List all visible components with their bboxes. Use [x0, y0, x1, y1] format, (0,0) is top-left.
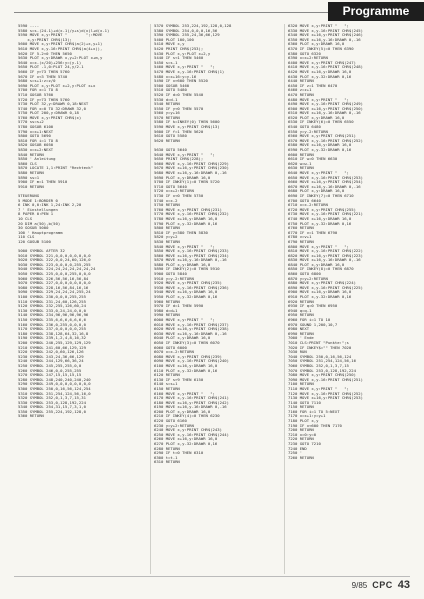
listing-line: 5890 ss=1	[18, 174, 40, 180]
listing-line: 5480 x=x+16:y=y-16	[154, 73, 197, 79]
listing-line: 5140 SYMBOL 234,96,96,96,96,96	[18, 312, 89, 318]
listing-line: 6030 MOVE x+16,y-16:DRAWR 0,-16	[154, 330, 227, 336]
listing-line: 6460 z=z+1	[288, 87, 312, 93]
listing-line: 5760 MOVE x,y:PRINT CHR$(231)	[154, 206, 222, 212]
listing-line: 7120 MOVE x,y-16:PRINT CHR$(252)	[288, 390, 363, 396]
listing-line: 5900 GOTO 5840	[154, 271, 187, 277]
listing-line: 7 ' Einstellungen	[18, 206, 58, 212]
listing-line: 6200 PLOT x,y:DRAWR 16,0	[154, 408, 211, 414]
listing-line: 6 INK 0,0:INK 1,24:INK 2,20	[18, 202, 82, 208]
listing-line: 5370 SYMBOL 253,224,192,128,0,128	[154, 24, 232, 28]
listing-line: 6430 PLOT x,y-32:DRAWR 0,16	[288, 73, 352, 79]
listing-line: 6500 MOVE x+16,y:PRINT CHR$(250)	[288, 105, 363, 111]
listing-line: 6480 MOVE x,y:PRINT " ";	[288, 96, 349, 102]
listing-line: 5570 RETURN	[154, 114, 180, 120]
listing-line: 5580 s=s-(24-1)+d(x-1)/y+s)d(x)l+d(x-1)	[18, 27, 110, 33]
listing-line: 5520 IF d=0 THEN 5540	[154, 91, 204, 97]
listing-line: 6520 PLOT x,y:DRAWR 16,0	[288, 114, 345, 120]
listing-line: 5790 PLOT x,y-32:DRAWR 0,16	[154, 220, 218, 226]
listing-line: 6380 GOTO 6320	[288, 50, 321, 56]
listing-line: 5260 SYMBOL 246,0,0,255,255	[18, 367, 82, 373]
listing-line: x,y:PRINT CHR$(13);	[18, 36, 72, 42]
listing-line: 6700 GOTO 6640	[288, 197, 321, 203]
listing-line: 5530 d=d-1	[154, 96, 178, 102]
listing-line: 5930 MOVE x,y-16:PRINT CHR$(236)	[154, 284, 229, 290]
listing-line: 5500 GOSUB 5460	[154, 82, 190, 88]
listing-line: 6140 s=s+1	[154, 381, 178, 387]
listing-line: 5310 SYMBOL 251,254,124,56,16,0	[18, 390, 91, 396]
listing-line: 5940 MOVE x+16,y:DRAWR 16,0	[154, 289, 218, 295]
listing-line: 6110 PLOT x,y-32:DRAWR 0,16	[154, 367, 218, 373]
listing-line: 5630 GOTO 5640	[154, 147, 187, 153]
listing-line: 5860 CLS	[18, 160, 37, 166]
listing-line: 5250 SYMBOL 245,255,255,0,0	[18, 362, 82, 368]
listing-line: 6970 SOUND 1,200,10,7	[288, 321, 338, 327]
listing-line: 6320 MOVE x,y:PRINT " ";	[288, 24, 349, 28]
listing-line: 7170 x=x+1:y=y+1	[288, 413, 326, 419]
magazine-name: CPC	[372, 580, 393, 590]
listing-line: 6790 RETURN	[288, 238, 314, 244]
listing-line: 5810 FOR i=1 TO 8	[18, 137, 58, 143]
listing-line: 5720 IF y>73 THEN 5760	[18, 96, 70, 102]
listing-line: 5380 SYMBOL 254,0,0,0,16,56	[154, 27, 218, 33]
listing-line: 5790 x=x+1:NEXT	[18, 128, 54, 134]
listing-line: 5240 SYMBOL 244,129,66,36,24	[18, 358, 84, 364]
listing-line: 5190 SYMBOL 239,1,2,4,8,16,32	[18, 335, 86, 341]
listing-line: 5360 RETURN	[18, 413, 44, 419]
listing-line: 6820 MOVE x+16,y:PRINT CHR$(223)	[288, 252, 363, 258]
listing-line: 6770 IF v=1 THEN 6790	[288, 229, 338, 235]
listing-line: 5600 MOVE x,y:PRINT CHR$(a(2)+x,y+1)	[18, 41, 103, 47]
listing-line: 6680 PLOT x,y:DRAWR 16,0	[288, 188, 345, 194]
listing-line: 5700 IF INKEY(1)=0 THEN 5720	[154, 179, 220, 185]
issue-date: 9/85	[351, 581, 368, 590]
listing-line: 5740 FOR x=0 TO 32:DRAWR 32,0	[18, 105, 86, 111]
listing-line: 5700 FOR x=1 TO 8	[18, 87, 58, 93]
listing-line: 6730 MOVE x,y-16:PRINT CHR$(221)	[288, 211, 363, 217]
listing-line: 5440 IF s<1 THEN 5460	[154, 55, 204, 61]
page-footer	[352, 579, 410, 593]
listing-line: 110 CLS	[18, 234, 35, 240]
listing-line: 6560 MOVE x,y:PRINT CHR$(251)	[288, 133, 356, 139]
listing-line: 6000 MOVE x,y:PRINT " ";	[154, 317, 215, 322]
listing-line: 5540 RETURN	[154, 101, 180, 107]
listing-line: 5340 SYMBOL 254,31,15,7,3,1,0	[18, 404, 86, 410]
listing-line: 6570 MOVE x,y-16:PRINT CHR$(252)	[288, 137, 363, 143]
listing-line: 5330 SYMBOL 253,0,128,192,224	[18, 399, 86, 405]
listing-line: 5950 PLOT x,y-32:DRAWR 0,16	[154, 294, 218, 300]
listing-line: 7240 END	[288, 445, 307, 451]
listing-line: 5760 MOVE x,y:PRINT CHR$(x)	[18, 114, 82, 120]
listing-line: 6130 IF s>9 THEN 6150	[154, 376, 204, 382]
listing-line: 6510 MOVE x+16,y-16:DRAWR 0,-16	[288, 110, 361, 116]
listing-line: 5670 IF x<3 THEN 5740	[18, 73, 68, 79]
listing-line: 6760 RETURN	[288, 225, 314, 231]
listing-line: 5910 y=y-2:RETURN	[154, 275, 194, 281]
listing-line: 5710 GOSUB 5760	[18, 91, 54, 97]
listing-line: 6190 MOVE x+16,y-16:DRAWR 0,-16	[154, 404, 227, 410]
listing-line: 5450 s=s-1	[154, 59, 178, 65]
listing-column-1	[18, 24, 148, 574]
listing-line: 6090 MOVE x,y-16:PRINT CHR$(240)	[154, 358, 229, 364]
listing-line: 6070 x=x-2:RETURN	[154, 349, 194, 355]
listing-line: 5850 ' Anleitung	[18, 156, 56, 162]
listing-line: 5740 x=x-2	[154, 197, 178, 203]
listing-line: 6240 MOVE x,y:PRINT CHR$(243)	[154, 427, 222, 433]
listing-line: 6400 MOVE x,y:PRINT CHR$(247)	[288, 59, 356, 65]
listing-line: 6290 IF t=0 THEN 6310	[154, 450, 204, 456]
listing-line: 5910 RETURN	[18, 183, 44, 189]
listing-line: 6050 IF INKEY(3)=0 THEN 6070	[154, 339, 220, 345]
listing-line: 6670 MOVE x+16,y-16:DRAWR 0,-16	[288, 183, 361, 189]
listing-line: 30 GOSUB 5000	[18, 225, 49, 231]
listing-line: 5600 IF f=1 THEN 5620	[154, 128, 204, 134]
listing-line: 6540 GOTO 6480	[288, 124, 321, 130]
listing-line: 5170 SYMBOL 237,0,0,0,0,0,255	[18, 326, 86, 332]
listing-line: 5100 SYMBOL 230,0,0,0,255,255	[18, 294, 86, 300]
listing-line: 6180 MOVE x+16,y:PRINT CHR$(242)	[154, 399, 229, 405]
listing-line: 5840 RETURN	[18, 151, 44, 157]
listing-line: 5410 MOVE x,y	[154, 41, 185, 47]
listing-line: 5110 SYMBOL 231,24,60,126,255	[18, 298, 86, 304]
listing-line: 7140 GOTO 7110	[288, 399, 321, 405]
listing-line: 6850 IF INKEY(8)=0 THEN 6870	[288, 266, 354, 272]
listing-line: 5550 IF y<0 THEN 5570	[154, 105, 204, 111]
listing-line: 6620 w=w-1	[288, 160, 312, 166]
listing-line: 6940 q=q-1	[288, 307, 312, 313]
listing-line: 7010 CLS:PRINT "Punkte:";s	[288, 339, 349, 345]
listing-line: 5060 SYMBOL 226,56,56,16,56,84	[18, 275, 89, 281]
listing-line: 5810 IF y>380 THEN 5830	[154, 229, 208, 235]
listing-line: 6750 PLOT x,y-32:DRAWR 0,16	[288, 220, 352, 226]
listing-line: 7090 MOVE x,y-16:PRINT CHR$(251)	[288, 376, 363, 382]
page-header	[0, 0, 424, 22]
listing-line: 7130 MOVE x+16,y:PRINT CHR$(253)	[288, 395, 363, 401]
listing-line: 5870 LOCATE 1,1:PRINT "Rechteck"	[18, 165, 93, 171]
listing-line: 5160 SYMBOL 236,0,255,0,0,0,0	[18, 321, 86, 327]
listing-line: 5510 GOTO 5480	[154, 87, 187, 93]
listing-line: 5290 SYMBOL 249,0,0,0,0,0,0,0,0	[18, 381, 91, 387]
listing-line: 7070 SYMBOL 253,0,128,192,224	[288, 367, 356, 373]
listing-line: 7190 IF x<600 THEN 7170	[288, 422, 342, 428]
listing-line: 6590 PLOT x,y-32:DRAWR 0,16	[288, 147, 352, 153]
listing-line: 5770 ss=s+2	[18, 119, 44, 125]
listing-line: 5040 SYMBOL 224,24,24,24,24,24,24	[18, 266, 96, 272]
listing-line: 6040 PLOT x,y:DRAWR 16,0	[154, 335, 211, 341]
listing-line: 5050 SYMBOL 225,0,0,0,255,0,0,0	[18, 271, 91, 277]
listing-line: 5TEUERUNG	[18, 192, 40, 198]
listing-line: 7230 GOTO 7210	[288, 441, 321, 447]
listing-line: 5420 PRINT CHR$(253);	[154, 45, 204, 51]
listing-line: 6420 MOVE x+16,y:DRAWR 16,0	[288, 68, 352, 74]
listing-line: 5800 GOTO 5690	[18, 133, 51, 139]
listing-line: 5780 GOSUB 6100	[18, 124, 54, 130]
listing-line: 5010 SYMBOL 221,0,0,0,0,0,0,0,0	[18, 252, 91, 258]
listing-line: 6890 MOVE x,y-16:PRINT CHR$(225)	[288, 284, 363, 290]
listing-line: 7000 ' Ende	[288, 335, 314, 341]
listing-line: 6370 IF INKEY(5)=0 THEN 6390	[288, 45, 354, 51]
listing-line: 5650 PLOT -1,0:PLOT 24,y/2-1	[18, 64, 84, 70]
listing-line: 8 PAPER 0:PEN 1	[18, 211, 54, 217]
listing-line: 5560 y=y+16	[154, 110, 180, 116]
footer-rule	[14, 576, 410, 577]
listing-line: 6870 y=y+2:RETURN	[288, 275, 328, 281]
listing-line: 5220 SYMBOL 242,0,60,126,126	[18, 349, 84, 355]
listing-line: 5980 d=d+1	[154, 307, 178, 313]
listing-line: 100 ' Hauptprogramm	[18, 229, 63, 235]
listing-line: 6230 y=y+2:RETURN	[154, 422, 194, 428]
listing-line: 7260 RETURN	[288, 454, 314, 460]
listing-line: 6060 GOTO 6000	[154, 344, 187, 350]
listing-line: 6270 PLOT x,y-32:DRAWR 0,16	[154, 441, 218, 447]
listing-line: 6780 v=v+1	[288, 234, 312, 240]
listing-line: 6280 RETURN	[154, 445, 180, 451]
listing-line: 20 DIM a(50),b(50)	[18, 220, 61, 226]
listing-line: 5610 MOVE x,y-16:PRINT CHR$(a(4+x)),	[18, 45, 103, 51]
listing-line: 5390 SYMBOL 255,24,36,66,129	[154, 32, 220, 38]
listing-line: 6950 RETURN	[288, 312, 314, 318]
listing-line: 6930 IF q=0 THEN 6950	[288, 303, 338, 309]
listing-line: 6010 MOVE x,y-16:PRINT CHR$(237)	[154, 321, 229, 327]
listing-line: 6830 MOVE x+16,y-16:DRAWR 0,-16	[288, 257, 361, 263]
listing-line: 6160 MOVE x,y:PRINT " ";	[154, 390, 215, 396]
listing-line: 6630 RETURN	[288, 165, 314, 171]
listing-line: 5970 IF d=1 THEN 5990	[154, 303, 204, 309]
listing-column-3	[284, 24, 413, 574]
listing-line: 5690 PLOT x,y:PLOT x+2,y:PLOT x+x	[18, 82, 96, 88]
listing-line: 5590 MOVE x,y:PRINT CHR$(13)	[154, 124, 220, 130]
listing-line: 6310 RETURN	[154, 459, 180, 465]
listing-line: 6640 MOVE x,y:PRINT " ";	[288, 170, 349, 175]
listing-line: 5020 SYMBOL 222,0,0,24,60,126,0	[18, 257, 91, 263]
listing-line: 5720 x=x+2:RETURN	[154, 188, 194, 194]
listing-line: 5 MODE 1:BORDER 0	[18, 197, 58, 203]
listing-line: 5770 MOVE x,y-16:PRINT CHR$(232)	[154, 211, 229, 217]
listing-line: 5870 MOVE x+16,y-16:DRAWR 0,-16	[154, 257, 227, 263]
listing-line: 6170 MOVE x,y-16:PRINT CHR$(241)	[154, 395, 229, 401]
listing-line: 5730 IF x<0 THEN 5750	[154, 192, 204, 198]
listing-line: 5590 MOVE x,y:PRINT " ";:MOVE	[18, 32, 103, 38]
listing-line: 7030 RUN	[288, 349, 307, 355]
listing-line: 7110 MOVE x,y:PRINT " ";	[288, 385, 349, 391]
listing-line: 7080 MOVE x,y:PRINT CHR$(250)	[288, 372, 356, 378]
listing-line: 6470 RETURN	[288, 91, 314, 97]
listing-line: 6220 GOTO 6160	[154, 418, 187, 424]
listing-line: 5640 x=x-(x/20)+256:y=(y-1)	[18, 59, 82, 65]
listing-line: 5030 SYMBOL 223,0,0,0,0,255,255	[18, 261, 91, 267]
listing-line: 6350 MOVE x+16,y-16:DRAWR 0,-16	[288, 36, 361, 42]
listing-line: 5640 MOVE x,y:PRINT " ";	[154, 151, 215, 157]
listing-line: 7100 RETURN	[288, 381, 314, 387]
listing-line: 5270 SYMBOL 247,15,15,15,15	[18, 372, 82, 378]
listing-line: 5880 RETURN	[18, 170, 44, 175]
listing-line: 5730 PLOT 32,y:DRAWR 0,18:NEXT	[18, 101, 89, 107]
listing-line: 5150 SYMBOL 235,6,6,6,6,6,6,6	[18, 317, 86, 322]
listing-line: 5490 IF x>600 THEN 5520	[154, 78, 208, 84]
listing-line: 5900 IF m=1 THEN 5910	[18, 179, 68, 185]
listing-line: 6600 RETURN	[288, 151, 314, 157]
listing-line: 7220 RETURN	[288, 436, 314, 442]
listing-line: 6330 MOVE x,y-16:PRINT CHR$(245)	[288, 27, 363, 33]
listing-line: 5820 GOSUB 6050	[18, 142, 54, 148]
listing-line: 7250 '	[288, 450, 305, 456]
listing-line: 6440 RETURN	[288, 78, 314, 84]
listing-column-2	[150, 24, 282, 574]
listing-line: 6720 MOVE x,y:PRINT CHR$(255)	[288, 206, 356, 212]
listing-line: 120 GOSUB 5100	[18, 238, 51, 244]
listing-line: 5470 MOVE x,y-16:PRINT CHR$(1)	[154, 68, 225, 74]
listing-line: 6920 RETURN	[288, 298, 314, 304]
listing-line: 6100 MOVE x+16,y:DRAWR 16,0	[154, 362, 218, 368]
listing-line: 5320 SYMBOL 252,0,1,3,7,15,31	[18, 395, 86, 401]
section-title: Programme	[328, 2, 424, 21]
listing-line: 6340 MOVE x+16,y:PRINT CHR$(246)	[288, 32, 363, 38]
listing-line: 5830 RETURN	[154, 238, 180, 244]
listing-line: 5400 PLOT 100,100	[154, 36, 194, 42]
listing-line: 6300 t=t-1	[154, 454, 178, 460]
listing-line: 7060 SYMBOL 252,0,1,3,7,15	[288, 362, 349, 368]
listing-line: 7160 FOR i=1 TO 5:NEXT	[288, 408, 340, 414]
listing-line: 5890 IF INKEY(2)=0 THEN 5910	[154, 266, 220, 272]
listing-line: 5780 MOVE x+16,y:DRAWR 16,0	[154, 215, 218, 221]
listing-line: 5090 SYMBOL 229,24,24,24,255,24	[18, 289, 91, 295]
listing-line: 5680 s=s+1:z=z/0	[18, 78, 56, 84]
listing-line: 5580 IF k=INKEY(0) THEN 5600	[154, 119, 220, 125]
listing-line: 6810 MOVE x,y-16:PRINT CHR$(222)	[288, 248, 363, 254]
listing-line: 5830 x=x+2:NEXT	[18, 147, 54, 153]
listing-line: 7020 IF INKEY$="" THEN 7020	[288, 344, 352, 350]
listing-line: 5590 ----	[18, 24, 40, 28]
listing-line: 6390 x=x+2:RETURN	[288, 55, 328, 61]
listing-line: 5660 IF y>73 THEN 5760	[18, 68, 70, 74]
listing-line: 6080 MOVE x,y:PRINT CHR$(239)	[154, 353, 222, 359]
listing-line: 5800 RETURN	[154, 225, 180, 231]
listing-line: 5650 PRINT CHR$(228);	[154, 156, 204, 162]
listing-line: 5460 MOVE x,y:PRINT " ";	[154, 64, 215, 70]
listing-line: 5840 MOVE x,y:PRINT " ";	[154, 243, 215, 249]
listing-line: 6960 FOR i=1 TO 10	[288, 317, 331, 322]
listing-line: 7050 SYMBOL 251,254,124,56,16	[288, 358, 356, 364]
listing-line: 6260 MOVE x+16,y:DRAWR 16,0	[154, 436, 218, 442]
listing-line: 7180 PLOT x,y	[288, 418, 319, 424]
listing-line: 6900 MOVE x+16,y:DRAWR 16,0	[288, 289, 352, 295]
listing-line: 5430 PLOT x,y:PLOT x+2,y	[154, 50, 211, 56]
listing-line: 6880 MOVE x,y:PRINT CHR$(224)	[288, 280, 356, 286]
listing-line: 6660 MOVE x+16,y:PRINT CHR$(254)	[288, 179, 363, 185]
listing-line: 5300 SYMBOL 250,0,16,56,124,254	[18, 385, 91, 391]
listing-line: 6210 IF INKEY(4)=0 THEN 6230	[154, 413, 220, 419]
listing-line: 6120 RETURN	[154, 372, 180, 378]
listing-line: 5960 RETURN	[154, 298, 180, 304]
listing-line: 5210 SYMBOL 241,60,66,129,129	[18, 344, 86, 350]
header-rule	[14, 12, 328, 13]
listing-line: 6610 IF w=0 THEN 6630	[288, 156, 338, 162]
listing-line: 5000 SYMBOL AFTER 32	[18, 248, 65, 254]
listing-line: 5880 PLOT x,y:DRAWR 16,0	[154, 261, 211, 267]
listing-line: 5990 RETURN	[154, 312, 180, 318]
listing-line: 10 CLS	[18, 215, 33, 221]
listing-line: 6710 x=x-2:RETURN	[288, 202, 328, 208]
listing-line: 6690 IF INKEY(7)=0 THEN 6710	[288, 192, 354, 198]
listing-line: 5690 PLOT x,y:DRAWR 16,0	[154, 174, 211, 180]
listing-line: 7200 RETURN	[288, 427, 314, 433]
listing-line: 5350 SYMBOL 255,224,192,128,0	[18, 408, 86, 414]
listing-line: 6150 RETURN	[154, 385, 180, 391]
listing-line: 5080 SYMBOL 228,16,56,84,16,16	[18, 284, 89, 290]
listing-line: 7210 x=0:y=0	[288, 431, 317, 437]
listing-line: 6450 IF z=1 THEN 6470	[288, 82, 338, 88]
listing-line: 5630 PLOT x,y:DRAWR x,y+2:PLOT x+m,y	[18, 55, 103, 61]
listing-line: 5750 PLOT 200,y:DRAWR 0,18	[18, 110, 79, 116]
listing-line: 5070 SYMBOL 227,0,0,0,0,0,0,0,0	[18, 280, 91, 286]
listing-line: 5620 IF 5-2<0 THEN 5650	[18, 50, 72, 56]
listing-line: 5820 y=y+2	[154, 234, 178, 240]
listing-line: 5200 SYMBOL 240,255,129,129,129	[18, 339, 91, 345]
listing-line: 6980 NEXT	[288, 326, 310, 332]
listing-line: 5280 SYMBOL 248,240,240,240,240	[18, 376, 91, 382]
listing-line: 6580 MOVE x+16,y:DRAWR 16,0	[288, 142, 352, 148]
listing-line: 5750 RETURN	[154, 202, 180, 208]
listing-line: 7040 SYMBOL 250,0,16,56,124	[288, 353, 352, 359]
listing-line: 6860 GOTO 6800	[288, 271, 321, 277]
listing-line: 5610 GOTO 5580	[154, 133, 187, 139]
listing-line: 5680 MOVE x+16,y-16:DRAWR 0,-16	[154, 170, 227, 175]
listing-line: 7150 RETURN	[288, 404, 314, 410]
listing-line: 6360 PLOT x,y:DRAWR 16,0	[288, 41, 345, 47]
listing-line: 6250 MOVE x,y-16:PRINT CHR$(244)	[154, 431, 229, 437]
listing-line: 6840 PLOT x,y:DRAWR 16,0	[288, 261, 345, 267]
listing-line: 5670 MOVE x+16,y:PRINT CHR$(230)	[154, 165, 229, 171]
listing-line: 5860 MOVE x+16,y:PRINT CHR$(234)	[154, 252, 229, 258]
listing-line: 6550 y=y-2:RETURN	[288, 128, 328, 134]
listing-line: 6490 MOVE x,y-16:PRINT CHR$(249)	[288, 101, 363, 107]
listing-line: 6800 MOVE x,y:PRINT " ";	[288, 243, 349, 249]
listing-line: 5710 GOTO 5640	[154, 183, 187, 189]
listing-line: 6740 MOVE x+16,y:DRAWR 16,0	[288, 215, 352, 221]
listing-line: 6020 MOVE x+16,y:PRINT CHR$(238)	[154, 326, 229, 332]
listing-line: 5850 MOVE x,y-16:PRINT CHR$(233)	[154, 248, 229, 254]
listing-line: 5660 MOVE x,y-16:PRINT CHR$(229)	[154, 160, 229, 166]
listing-line: 5920 MOVE x,y:PRINT CHR$(235)	[154, 280, 222, 286]
listing-line: 5130 SYMBOL 233,0,24,24,0,0,0	[18, 307, 86, 313]
page-number: 43	[397, 579, 410, 591]
listing-line: 6650 MOVE x,y-16:PRINT CHR$(253)	[288, 174, 363, 180]
listing-line: 5620 RETURN	[154, 137, 180, 143]
listing-line: 6910 PLOT x,y-32:DRAWR 0,16	[288, 294, 352, 300]
listing-line: 5120 SYMBOL 232,255,126,60,24	[18, 303, 86, 309]
listing-line: 5180 SYMBOL 238,128,64,32,16,8	[18, 330, 89, 336]
listing-line: 6530 IF INKEY(6)=0 THEN 6550	[288, 119, 354, 125]
listing-line: 6410 MOVE x,y-16:PRINT CHR$(248)	[288, 64, 363, 70]
listing-line: 6990 RETURN	[288, 330, 314, 336]
listing-line: 5230 SYMBOL 243,24,36,66,129	[18, 353, 84, 359]
